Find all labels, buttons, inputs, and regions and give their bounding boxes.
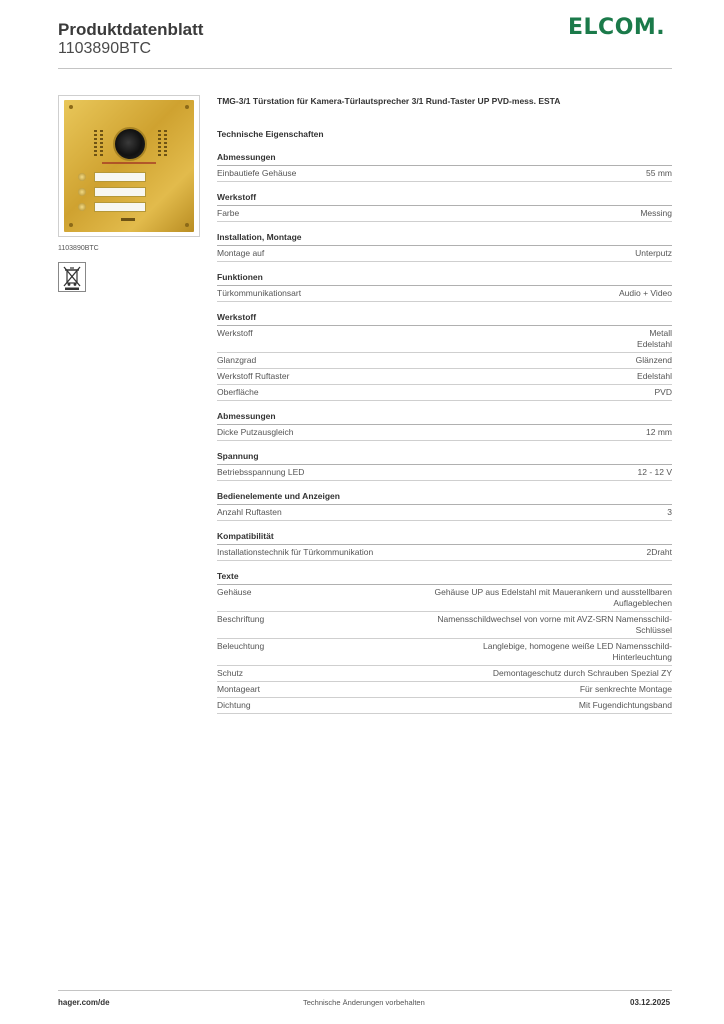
property-values (437, 614, 672, 636)
group-title: Bedienelemente und Anzeigen (217, 491, 672, 505)
property-label: Montageart (217, 684, 260, 694)
property-row (217, 639, 672, 666)
property-values (637, 328, 672, 350)
group-title: Funktionen (217, 272, 672, 286)
property-row (217, 353, 672, 369)
property-row (217, 612, 672, 639)
property-values (646, 547, 672, 558)
door-station-plate (64, 100, 194, 232)
property-value: Edelstahl (637, 371, 672, 381)
group-title: Texte (217, 571, 672, 585)
product-details (217, 96, 672, 724)
property-value: Langlebige, homogene weiße LED Namensschild- (483, 641, 672, 651)
property-label: Montage auf (217, 248, 265, 258)
property-value: PVD (654, 387, 672, 397)
property-group (217, 272, 672, 302)
property-group (217, 491, 672, 521)
property-value: Mit Fugendichtungsband (578, 700, 672, 710)
camera-lens-icon (113, 127, 147, 161)
property-value: Namensschildwechsel von vorne mit AVZ-SRN Namensschild- (437, 614, 672, 624)
property-label: Betriebsspannung LED (217, 467, 305, 477)
product-image (58, 95, 200, 237)
property-group (217, 232, 672, 262)
property-row (217, 385, 672, 401)
property-value: Für senkrechte Montage (579, 684, 672, 694)
property-values (483, 641, 672, 663)
property-value: Edelstahl (637, 339, 672, 349)
property-label: Werkstoff (217, 328, 253, 338)
page-title: Produktdatenblatt (58, 20, 204, 39)
property-group (217, 152, 672, 182)
property-values (637, 371, 672, 382)
property-values (493, 668, 672, 679)
property-values (646, 168, 672, 179)
property-label: Anzahl Ruftasten (217, 507, 282, 517)
property-value: Unterputz (635, 248, 672, 258)
property-label: Einbautiefe Gehäuse (217, 168, 297, 178)
property-value: 2Draht (646, 547, 672, 557)
property-label: Installationstechnik für Türkommunikation (217, 547, 374, 557)
property-row (217, 166, 672, 182)
property-value: Glänzend (635, 355, 672, 365)
property-label: Glanzgrad (217, 355, 257, 365)
property-group (217, 192, 672, 222)
property-row (217, 465, 672, 481)
property-row (217, 698, 672, 714)
group-title: Spannung (217, 451, 672, 465)
property-groups (217, 152, 672, 714)
property-row (217, 326, 672, 353)
group-title: Kompatibilität (217, 531, 672, 545)
property-value: Demontageschutz durch Schrauben Spezial ZY (492, 668, 672, 678)
property-row (217, 425, 672, 441)
crossed-out-wheelie-bin-icon (58, 262, 86, 292)
property-label: Gehäuse (217, 587, 252, 597)
property-row (217, 246, 672, 262)
property-row (217, 286, 672, 302)
property-row (217, 206, 672, 222)
property-value: Messing (640, 208, 672, 218)
property-group (217, 531, 672, 561)
property-value: 12 mm (646, 427, 672, 437)
property-value: Hinterleuchtung (612, 652, 672, 662)
property-group (217, 451, 672, 481)
property-label: Farbe (217, 208, 240, 218)
property-value: 55 mm (646, 168, 672, 178)
property-row (217, 666, 672, 682)
property-label: Beschriftung (217, 614, 265, 624)
property-row (217, 369, 672, 385)
group-title: Installation, Montage (217, 232, 672, 246)
property-values (667, 507, 672, 518)
property-row (217, 682, 672, 698)
property-values (646, 427, 672, 438)
group-title: Werkstoff (217, 312, 672, 326)
property-value: Metall (649, 328, 672, 338)
brand-logo: ELCOM. (568, 15, 666, 40)
property-label: Türkommunikationsart (217, 288, 302, 298)
property-values (638, 467, 673, 478)
property-group (217, 312, 672, 401)
group-title: Abmessungen (217, 411, 672, 425)
property-label: Beleuchtung (217, 641, 265, 651)
property-values (580, 684, 672, 695)
property-value: Audio + Video (618, 288, 672, 298)
image-caption: 1103890BTC (58, 245, 99, 252)
footer-divider (58, 990, 672, 991)
property-value: Auflageblechen (613, 598, 672, 608)
footer-date: 03.12.2025 (630, 998, 671, 1007)
product-title: TMG-3/1 Türstation für Kamera-Türlautsprecher 3/1 Rund-Taster UP PVD-mess. ESTA (217, 96, 561, 106)
article-number: 1103890BTC (58, 40, 152, 57)
property-values (655, 387, 672, 398)
property-label: Oberfläche (217, 387, 259, 397)
group-title: Werkstoff (217, 192, 672, 206)
property-label: Dichtung (217, 700, 251, 710)
property-label: Dicke Putzausgleich (217, 427, 294, 437)
property-label: Werkstoff Ruftaster (217, 371, 290, 381)
property-values (579, 700, 672, 711)
property-row (217, 585, 672, 612)
property-label: Schutz (217, 668, 243, 678)
property-values (619, 288, 672, 299)
property-values (640, 208, 672, 219)
property-values (434, 587, 672, 609)
property-group (217, 571, 672, 714)
group-title: Abmessungen (217, 152, 672, 166)
property-row (217, 545, 672, 561)
property-values (636, 355, 672, 366)
property-value: Gehäuse UP aus Edelstahl mit Mauerankern und ausstellbaren (434, 587, 672, 597)
property-group (217, 411, 672, 441)
footer-website: hager.com/de (58, 998, 110, 1007)
property-row (217, 505, 672, 521)
property-value: 3 (667, 507, 672, 517)
header-divider (58, 68, 672, 69)
footer-notice: Technische Änderungen vorbehalten (303, 998, 425, 1007)
property-values (635, 248, 672, 259)
property-value: Schlüssel (635, 625, 672, 635)
section-heading: Technische Eigenschaften (217, 129, 324, 139)
property-value: 12 - 12 V (637, 467, 672, 477)
